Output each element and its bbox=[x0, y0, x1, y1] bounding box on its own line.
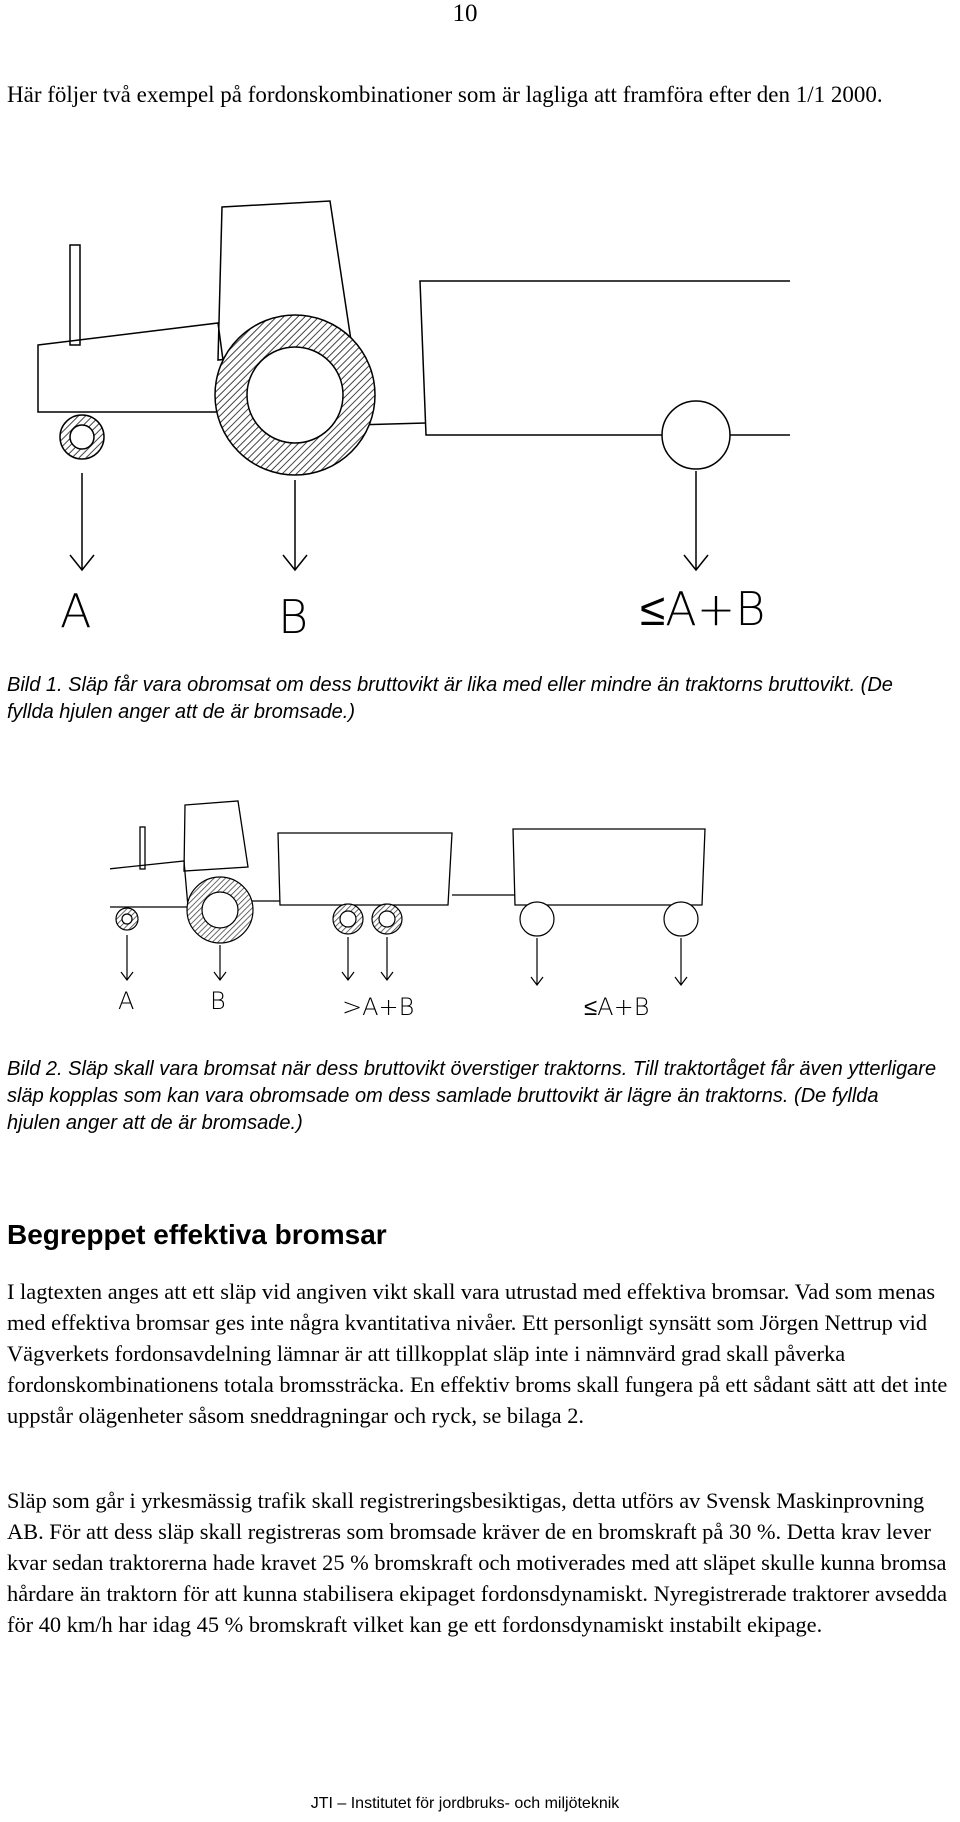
trailer-wheel-unbraked bbox=[662, 401, 730, 469]
tractor-cab-2 bbox=[184, 801, 248, 871]
arrow-a bbox=[70, 473, 94, 570]
unbraked-trailer-body bbox=[513, 829, 705, 905]
label-a-2: A bbox=[118, 987, 135, 1015]
intro-text: Här följer två exempel på fordonskombinationer som är lagliga att framföra efter den 1/1 2000. bbox=[7, 82, 883, 107]
footer: JTI – Institutet för jordbruks- och miljöteknik bbox=[310, 1795, 620, 1812]
paragraph-2: Släp som går i yrkesmässig trafik skall registreringsbesiktigas, detta utförs av Svensk Maskinprovning AB. För att dess släp skall registreras som bromsade kräver de en bromskraft på 30 %. Detta krav lever kvar sedan traktorerna hade kravet 25 % bromskraft och motiverades med att släpet skulle kunna bromsa hårdare än traktorn för att kunna stabilisera ekipaget fordonsdynamiskt. Nyregistrerade traktorer avsedda för 40 km/h har idag 45 % bromskraft vilket kan ge ett fordonsdynamiskt instabilt ekipage. bbox=[7, 1488, 948, 1637]
page-number: 10 bbox=[452, 0, 478, 27]
label-sum: ≤A+B bbox=[640, 582, 766, 635]
tractor-hood-2 bbox=[110, 861, 188, 907]
second-trailer-wheel-unbraked-2 bbox=[664, 902, 698, 936]
paragraph-1: I lagtexten anges att ett släp vid angiven vikt skall vara utrustad med effektiva bromsar. Vad som menas med effektiva bromsar ges inte några kvantitativa nivåer. Ett personligt synsätt som Jörgen Nettrup vid Vägverkets fordonsavdelning lämnar är att tillkopplat släp inte i nämnvärd grad skall påverka fordonskombinationens totala bromssträcka. En effektiv broms skall fungera på ett sådant sätt att det inte uppstår olägenheter såsom sneddragningar och ryck, se bilaga 2. bbox=[7, 1279, 948, 1428]
arrow-sum bbox=[684, 471, 708, 570]
section-heading: Begreppet effektiva bromsar bbox=[7, 1219, 387, 1250]
braked-trailer-body bbox=[278, 833, 452, 905]
caption-bild-1: Bild 1. Släp får vara obromsat om dess bruttovikt är lika med eller mindre än traktorns bruttovikt. (De fyllda hjulen anger att de är bromsade.) bbox=[7, 674, 893, 723]
label-b: B bbox=[278, 590, 309, 635]
label-b-2: B bbox=[210, 987, 226, 1015]
figure-2 bbox=[110, 795, 810, 1035]
second-trailer-wheel-unbraked-1 bbox=[520, 902, 554, 936]
caption-bild-2: Bild 2. Släp skall vara bromsat när dess bruttovikt överstiger traktorns. Till traktortåget får även ytterligare släp kopplas som kan vara obromsade om dess samlade bruttovikt är lägre än traktorns. (De fyllda hjulen anger att de är bromsade.) bbox=[7, 1058, 937, 1134]
exhaust-pipe-2 bbox=[140, 827, 145, 869]
label-sum-gt: >A+B bbox=[342, 993, 415, 1021]
exhaust-pipe bbox=[70, 245, 80, 345]
trailer-body bbox=[420, 281, 790, 435]
tractor-hood bbox=[38, 323, 230, 412]
figure-1 bbox=[30, 195, 790, 635]
label-sum-le: ≤A+B bbox=[584, 993, 650, 1021]
label-a: A bbox=[60, 584, 92, 635]
arrow-b bbox=[283, 480, 307, 570]
